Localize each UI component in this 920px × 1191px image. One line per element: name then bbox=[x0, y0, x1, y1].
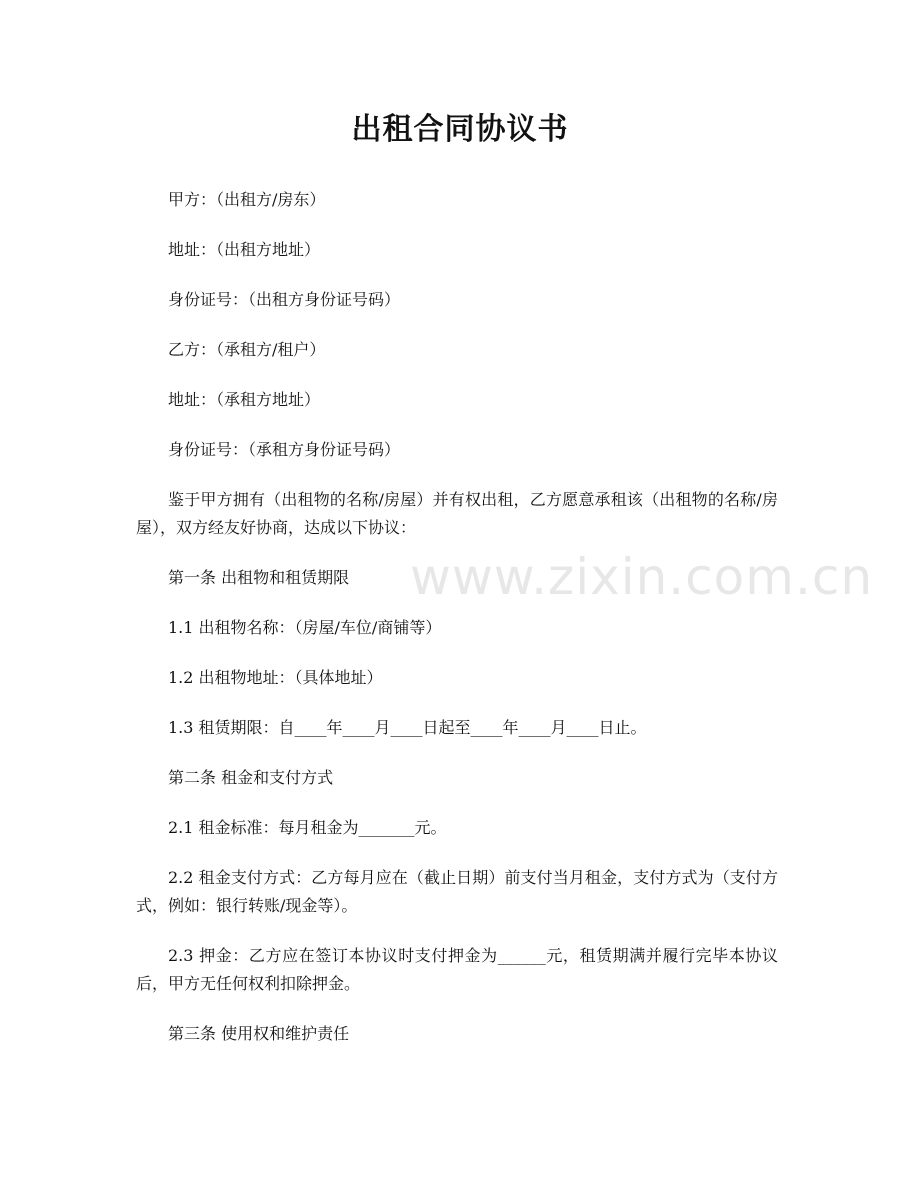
clause-1-2: 1.2 出租物地址：（具体地址） bbox=[168, 668, 383, 687]
section-3-heading: 第三条 使用权和维护责任 bbox=[168, 1024, 350, 1043]
clause-2-3: 2.3 押金：乙方应在签订本协议时支付押金为______元，租赁期满并履行完毕本协议后，甲方无任何权利扣除押金。 bbox=[136, 946, 778, 993]
watermark: www.zixin.com.cn bbox=[410, 548, 874, 606]
party-a-address: 地址：（出租方地址） bbox=[168, 240, 321, 259]
clause-2-1: 2.1 租金标准：每月租金为_______元。 bbox=[168, 818, 447, 837]
clause-1-3: 1.3 租赁期限：自____年____月____日起至____年____月____日止。 bbox=[168, 718, 647, 737]
party-a-id: 身份证号：（出租方身份证号码） bbox=[168, 290, 401, 309]
clause-2-2: 2.2 租金支付方式：乙方每月应在（截止日期）前支付当月租金，支付方式为（支付方式，例如：银行转账/现金等）。 bbox=[136, 868, 778, 915]
party-b-address: 地址：（承租方地址） bbox=[168, 390, 321, 409]
section-1-heading: 第一条 出租物和租赁期限 bbox=[168, 568, 350, 587]
party-b-id: 身份证号：（承租方身份证号码） bbox=[168, 440, 401, 459]
preamble-paragraph: 鉴于甲方拥有（出租物的名称/房屋）并有权出租，乙方愿意承租该（出租物的名称/房屋），双方经友好协商，达成以下协议： bbox=[136, 490, 778, 537]
document-body bbox=[136, 186, 778, 1070]
section-2-heading: 第二条 租金和支付方式 bbox=[168, 768, 334, 787]
party-b-name: 乙方：（承租方/租户） bbox=[168, 340, 326, 359]
clause-1-1: 1.1 出租物名称：（房屋/车位/商铺等） bbox=[168, 618, 442, 637]
document-title: 出租合同协议书 bbox=[351, 112, 569, 147]
party-a-name: 甲方：（出租方/房东） bbox=[168, 190, 326, 209]
